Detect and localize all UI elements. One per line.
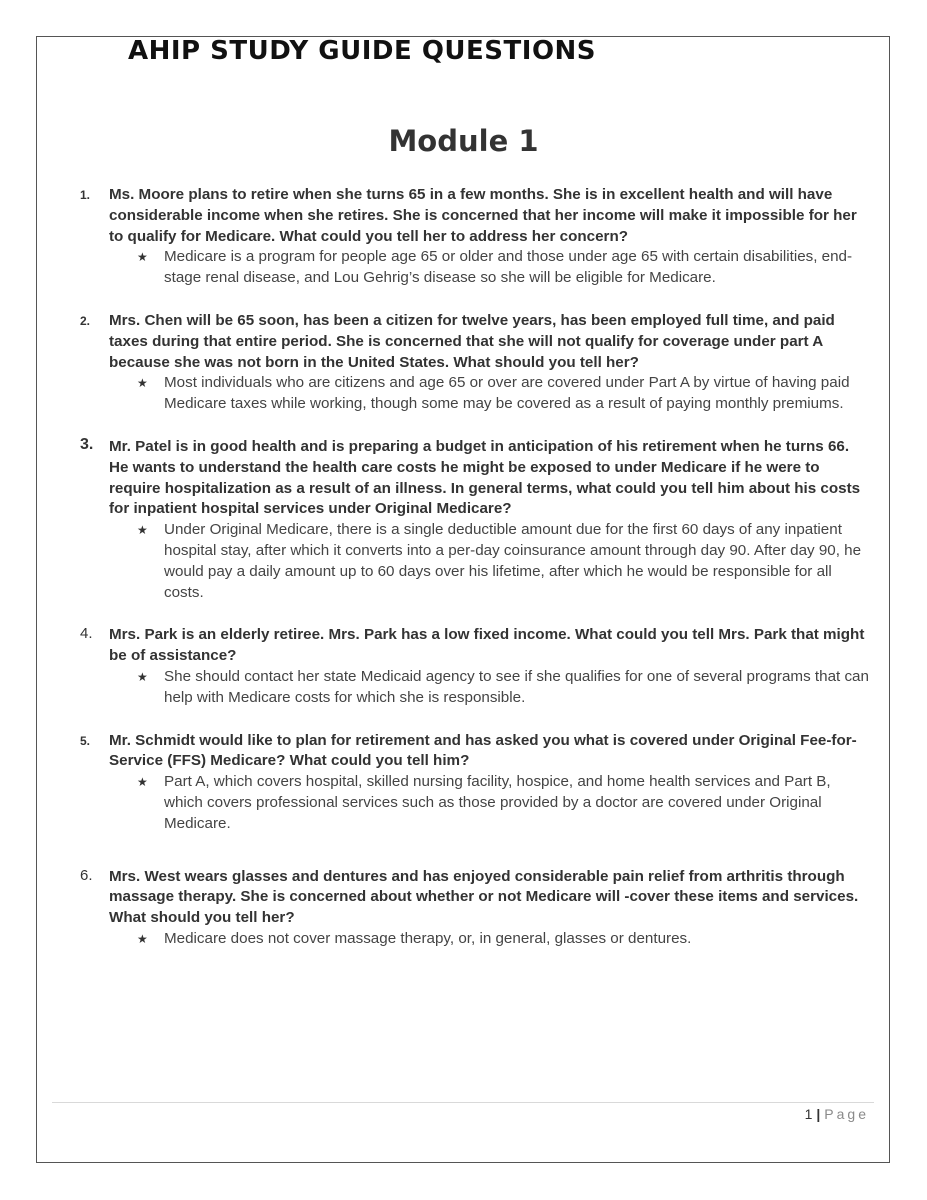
module-title: Module 1 [388,124,539,158]
question-text: Mr. Patel is in good health and is preparing a budget in anticipation of his retirement when he turns 66. He wants to understand the health care costs he might be exposed to under Medicare if he were to require hospitalization as a result of an illness. In general terms, what could you tell him about his costs for inpatient hospital services under Original Medicare? [109,437,861,518]
answer-text: Medicare is a program for people age 65 or older and those under age 65 with certain disabilities, end-stage renal disease, and Lou Gehrig’s disease so she will be eligible for Medicare. [164,248,853,287]
answer-text: Part A, which covers hospital, skilled nursing facility, hospice, and home health services and Part B, which covers professional services such as those provided by a doctor are covered under Original Medicare. [164,773,831,832]
answer-item-5 [80,772,870,834]
star-bullet-icon: ★ [137,931,148,946]
question-number: 4. [80,625,93,643]
page-label: Page [824,1106,869,1122]
page-number: 1 [804,1106,813,1122]
answer-item-1 [80,247,870,289]
question-number: 6. [80,866,93,884]
answer-text: Most individuals who are citizens and age 65 or over are covered under Part A by virtue of having paid Medicare taxes while working, though some may be covered as a result of paying monthly premiums. [164,374,850,413]
document-title: AHIP STUDY GUIDE QUESTIONS [128,36,597,66]
question-item-2 [80,311,870,373]
footer-divider [52,1102,874,1103]
question-number: 5. [80,733,91,748]
question-text: Mrs. Chen will be 65 soon, has been a citizen for twelve years, has been employed full time, and paid taxes during that entire period. She is concerned that she will not qualify for coverage under part A because she was not born in the United States. What should you tell her? [109,311,835,371]
answer-text: She should contact her state Medicaid agency to see if she qualifies for one of several programs that can help with Medicare costs for which she is responsible. [164,667,869,706]
star-bullet-icon: ★ [137,523,148,538]
question-item-6 [80,867,870,929]
question-text: Ms. Moore plans to retire when she turns 65 in a few months. She is in excellent health and will have considerable income when she retires. She is concerned that her income will make it impossible for her to qualify for Medicare. What could you tell her to address her concern? [109,186,857,245]
star-bullet-icon: ★ [137,669,148,684]
star-bullet-icon: ★ [137,250,148,265]
question-item-3 [80,437,870,520]
question-number: 3. [80,435,94,453]
answer-text: Under Original Medicare, there is a single deductible amount due for the first 60 days of any inpatient hospital stay, after which it converts into a per-day coinsurance amount through day 90. After day 90, he would pay a daily amount up to 60 days over his lifetime, after which he would be responsible for all costs. [164,521,862,601]
answer-item-4 [80,667,870,709]
question-number: 1. [80,188,91,202]
question-text: Mrs. Park is an elderly retiree. Mrs. Park has a low fixed income. What could you tell Mrs. Park that might be of assistance? [109,626,865,665]
answer-text: Medicare does not cover massage therapy, or, in general, glasses or dentures. [164,929,692,947]
star-bullet-icon: ★ [137,376,148,391]
question-list [80,185,870,950]
footer-separator: | [816,1106,821,1122]
star-bullet-icon: ★ [137,775,148,790]
page-footer [805,1106,869,1122]
question-item-5 [80,731,870,773]
question-text: Mr. Schmidt would like to plan for retirement and has asked you what is covered under Original Fee-for-Service (FFS) Medicare? What could you tell him? [109,731,857,770]
question-item-4 [80,625,870,667]
answer-item-2 [80,373,870,415]
question-text: Mrs. West wears glasses and dentures and has enjoyed considerable pain relief from arthritis through massage therapy. She is concerned about whether or not Medicare will -cover these items and services. What should you tell her? [109,867,859,927]
answer-item-3 [80,520,870,603]
answer-item-6 [80,929,870,950]
question-number: 2. [80,313,91,328]
question-item-1 [80,185,870,247]
